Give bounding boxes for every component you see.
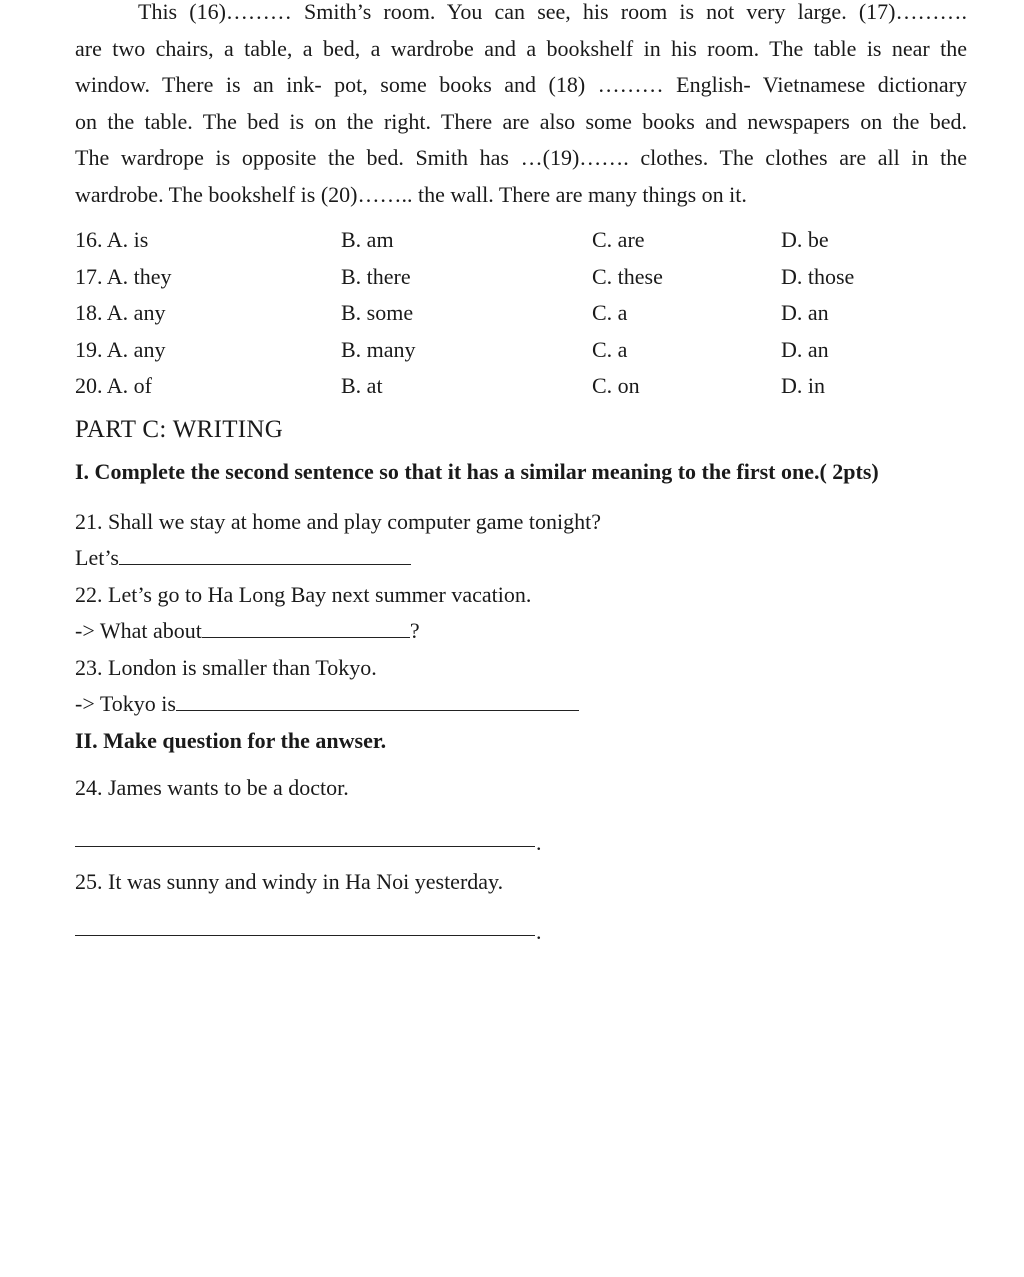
answer-options: [75, 222, 975, 405]
option-17-b: B. there: [341, 263, 411, 289]
question-25: 25. It was sunny and windy in Ha Noi yesterday.: [75, 869, 504, 894]
question-21-answer: [75, 545, 411, 571]
passage-line-5: The wardrope is opposite the bed. Smith has …(19)……. clothes. The clothes are all in the: [75, 145, 967, 171]
question-19-options: [75, 332, 975, 369]
option-18-c: C. a: [592, 300, 628, 326]
option-17-d: D. those: [781, 263, 855, 289]
question-22-end: ?: [409, 618, 420, 643]
option-20-d: D. in: [781, 373, 825, 399]
option-19-a: 19. A. any: [75, 336, 166, 362]
question-20-options: [75, 368, 975, 405]
option-18-a: 18. A. any: [75, 300, 166, 326]
question-22-blank[interactable]: [202, 619, 410, 638]
question-24-end-dot: .: [536, 830, 542, 855]
question-21-blank[interactable]: [119, 546, 411, 565]
section-1-title: I. Complete the second sentence so that it has a similar meaning to the first one.( 2pts): [75, 459, 879, 484]
passage-line-3: window. There is an ink- pot, some books and (18) ……… English- Vietnamese dictionary: [75, 72, 967, 98]
option-18-b: B. some: [341, 300, 414, 326]
option-17-a: 17. A. they: [75, 263, 172, 289]
option-18-d: D. an: [781, 300, 829, 326]
passage-line-4: on the table. The bed is on the right. There are also some books and newspapers on the bed.: [75, 108, 967, 134]
option-16-a: 16. A. is: [75, 227, 149, 252]
question-22-prompt: -> What about: [75, 618, 202, 643]
question-23-answer: [75, 691, 579, 717]
option-19-d: D. an: [781, 336, 829, 362]
question-24: 24. James wants to be a doctor.: [75, 775, 349, 800]
reading-passage: [75, 0, 967, 214]
question-17-options: [75, 259, 975, 296]
option-17-c: C. these: [592, 263, 663, 289]
option-16-c: C. are: [592, 227, 645, 252]
question-23-prompt: -> Tokyo is: [75, 691, 176, 716]
passage-line-1: This (16)……… Smith’s room. You can see, his room is not very large. (17)……….: [138, 0, 967, 24]
question-21-prompt: Let’s: [75, 545, 119, 570]
option-16-b: B. am: [341, 227, 394, 252]
question-25-answer-line[interactable]: [75, 935, 535, 936]
option-16-d: D. be: [781, 227, 829, 252]
question-23: 23. London is smaller than Tokyo.: [75, 655, 377, 680]
question-23-blank[interactable]: [176, 692, 579, 711]
option-20-c: C. on: [592, 373, 640, 399]
option-19-c: C. a: [592, 336, 628, 362]
question-25-end-dot: .: [536, 919, 542, 944]
question-21: 21. Shall we stay at home and play computer game tonight?: [75, 509, 602, 534]
option-20-b: B. at: [341, 373, 383, 399]
question-22-answer: [75, 618, 420, 644]
passage-line-2: are two chairs, a table, a bed, a wardrobe and a bookshelf in his room. The table is near the: [75, 35, 967, 61]
part-c-title: PART C: WRITING: [75, 416, 284, 443]
option-19-b: B. many: [341, 336, 416, 362]
section-2-title: II. Make question for the anwser.: [75, 728, 387, 753]
option-20-a: 20. A. of: [75, 373, 152, 399]
question-24-answer-line[interactable]: [75, 846, 535, 847]
question-16-options: [75, 222, 975, 259]
question-22: 22. Let’s go to Ha Long Bay next summer vacation.: [75, 582, 532, 607]
question-18-options: [75, 295, 975, 332]
passage-line-6: wardrobe. The bookshelf is (20)…….. the wall. There are many things on it.: [75, 181, 747, 207]
